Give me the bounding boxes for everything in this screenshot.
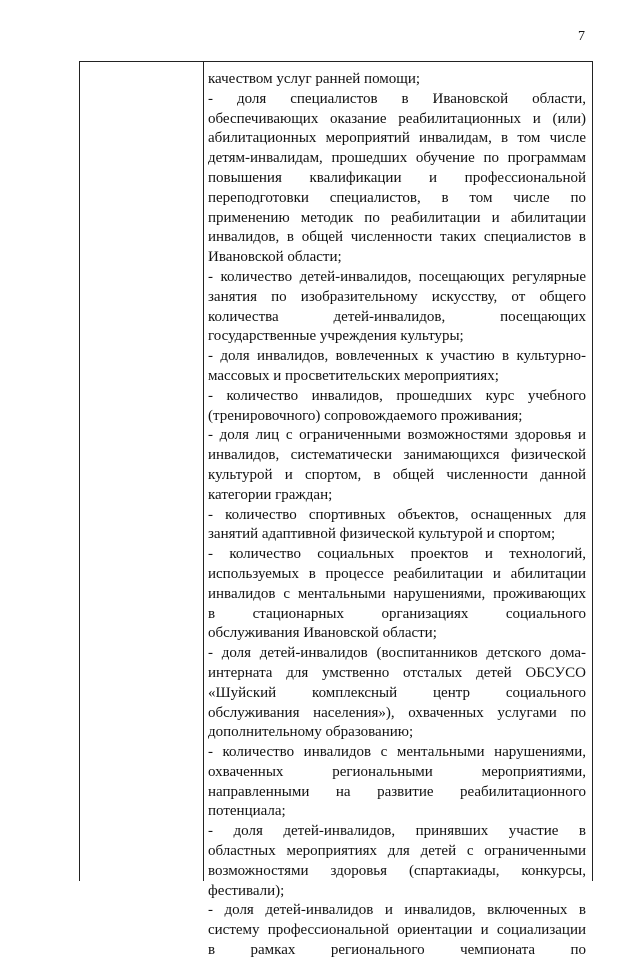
text-line: (тренировочного) сопровождаемого проживания; [208,407,523,424]
text-line: занятий адаптивной физической культурой и спортом; [208,526,556,543]
text-line: в рамках регионального чемпионата по [208,942,586,959]
text-line: возможностями здоровья (спартакиады, конкурсы, [208,862,586,879]
text-line: охваченных региональными мероприятиями, [208,763,586,780]
text-line: - доля детей-инвалидов, принявших участие в [208,823,586,840]
text-line: применению методик по реабилитации и абилитации [208,209,586,226]
text-line: инвалидов, в общей численности таких специалистов в [208,229,586,246]
text-line: категории граждан; [208,486,333,503]
text-line: систему профессиональной ориентации и социализации [208,922,586,939]
text-line: абилитационных мероприятий инвалидам, в том числе [208,130,586,147]
text-line: количества детей-инвалидов, посещающих [208,308,586,325]
text-line: инвалидов с ментальными нарушениями, проживающих [208,585,586,602]
text-line: инвалидов, систематически занимающихся физической [208,447,586,464]
text-line: обеспечивающих оказание реабилитационных и (или) [208,110,586,127]
text-line: Ивановской области; [208,249,342,266]
table-right-cell [208,70,586,961]
text-line: - доля лиц с ограниченными возможностями здоровья и [208,427,586,444]
text-line: потенциала; [208,803,286,820]
column-divider [203,62,204,881]
text-line: дополнительному образованию; [208,724,414,741]
text-line: - количество детей-инвалидов, посещающих регулярные [208,268,586,285]
table-left-cell [80,62,203,881]
text-line: занятия по изобразительному искусству, от общего [208,288,586,305]
text-line: в стационарных организациях социального [208,605,586,622]
text-line: - доля инвалидов, вовлеченных к участию в культурно- [208,348,586,365]
text-line: культурой и спортом, в общей численности данной [208,466,586,483]
text-line: фестивали); [208,882,285,899]
page-number: 7 [578,29,585,44]
text-line: обслуживания населения»), охваченных услугами по [208,704,586,721]
text-line: - количество инвалидов с ментальными нарушениями, [208,744,586,761]
text-line: - количество социальных проектов и технологий, [208,546,586,563]
text-line: направленными на развитие реабилитационного [208,783,586,800]
text-line: «Шуйский комплексный центр социального [208,684,586,701]
text-line: переподготовки специалистов, в том числе по [208,189,586,206]
text-line: массовых и просветительских мероприятиях; [208,367,499,384]
document-table [79,61,593,959]
text-line: государственные учреждения культуры; [208,328,464,345]
text-line: используемых в процессе реабилитации и абилитации [208,565,586,582]
text-line: обслуживания Ивановской области; [208,625,437,642]
text-line: интерната для умственно отсталых детей ОБСУСО [208,664,586,681]
text-line: областных мероприятиях для детей с ограниченными [208,843,586,860]
text-line: качеством услуг ранней помощи; [208,71,421,87]
text-line: детям-инвалидам, прошедших обучение по программам [208,150,586,167]
text-line: - количество инвалидов, прошедших курс учебного [208,387,586,404]
text-line: - количество спортивных объектов, оснащенных для [208,506,586,523]
text-line: - доля детей-инвалидов (воспитанников детского дома- [208,645,586,662]
text-line: - доля специалистов в Ивановской области, [208,90,586,107]
text-line: - доля детей-инвалидов и инвалидов, включенных в [208,902,586,919]
text-line: повышения квалификации и профессиональной [208,169,586,186]
